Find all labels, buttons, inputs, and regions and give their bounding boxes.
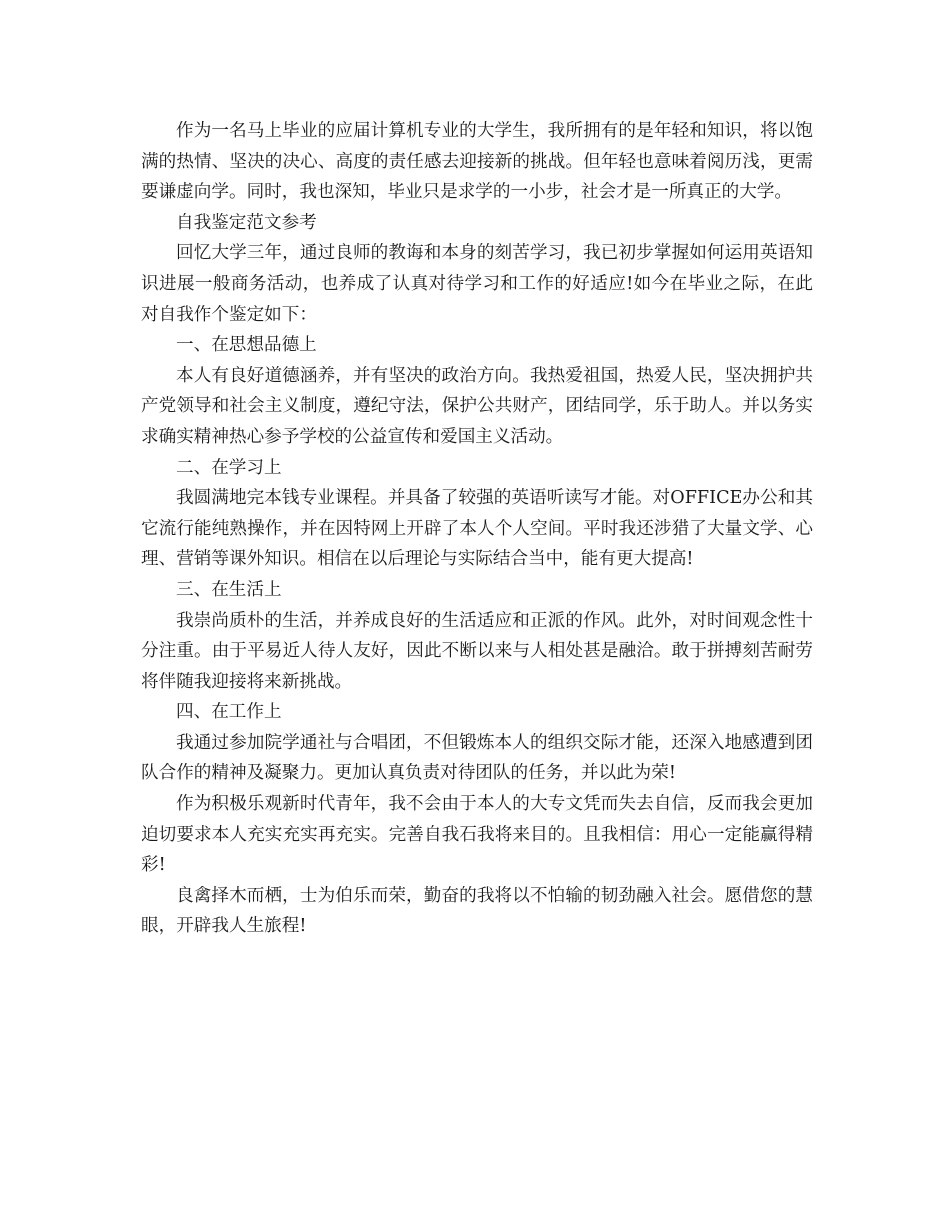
section-title-self-evaluation: 自我鉴定范文参考 xyxy=(176,212,317,233)
document-body xyxy=(141,116,813,942)
heading-study: 二、在学习上 xyxy=(176,457,282,478)
heading-life: 三、在生活上 xyxy=(176,579,282,600)
paragraph-study: 我圆满地完本钱专业课程。并具备了较强的英语听读写才能。对OFFICE办公和其它流行能纯熟操作，并在因特网上开辟了本人个人空间。平时我还涉猎了大量文学、心理、营销等课外知识。相信在以后理论与实际结合当中，能有更大提高! xyxy=(141,488,813,570)
paragraph-work: 我通过参加院学通社与合唱团，不但锻炼本人的组织交际才能，还深入地感遭到团队合作的精神及凝聚力。更加认真负责对待团队的任务，并以此为荣! xyxy=(141,732,813,784)
paragraph-ideology: 本人有良好道德涵养，并有坚决的政治方向。我热爱祖国，热爱人民，坚决拥护共产党领导和社会主义制度，遵纪守法，保护公共财产，团结同学，乐于助人。并以务实求确实精神热心参予学校的公益宣传和爱国主义活动。 xyxy=(141,365,813,447)
paragraph-confidence: 作为积极乐观新时代青年，我不会由于本人的大专文凭而失去自信，反而我会更加迫切要求本人充实充实再充实。完善自我石我将来目的。且我相信：用心一定能赢得精彩! xyxy=(141,794,813,876)
paragraph-intro: 作为一名马上毕业的应届计算机专业的大学生，我所拥有的是年轻和知识，将以饱满的热情、坚决的决心、高度的责任感去迎接新的挑战。但年轻也意味着阅历浅，更需要谦虚向学。同时，我也深知，毕业只是求学的一小步，社会才是一所真正的大学。 xyxy=(141,121,813,203)
paragraph-closing: 良禽择木而栖，士为伯乐而荣，勤奋的我将以不怕输的韧劲融入社会。愿借您的慧眼，开辟我人生旅程! xyxy=(141,885,813,937)
heading-ideology: 一、在思想品德上 xyxy=(176,335,317,356)
paragraph-life: 我崇尚质朴的生活，并养成良好的生活适应和正派的作风。此外，对时间观念性十分注重。由于平易近人待人友好，因此不断以来与人相处甚是融洽。敢于拼搏刻苦耐劳将伴随我迎接将来新挑战。 xyxy=(141,610,813,692)
heading-work: 四、在工作上 xyxy=(176,702,282,723)
paragraph-recollection: 回忆大学三年，通过良师的教诲和本身的刻苦学习，我已初步掌握如何运用英语知识进展一般商务活动，也养成了认真对待学习和工作的好适应!如今在毕业之际，在此对自我作个鉴定如下： xyxy=(141,243,813,325)
